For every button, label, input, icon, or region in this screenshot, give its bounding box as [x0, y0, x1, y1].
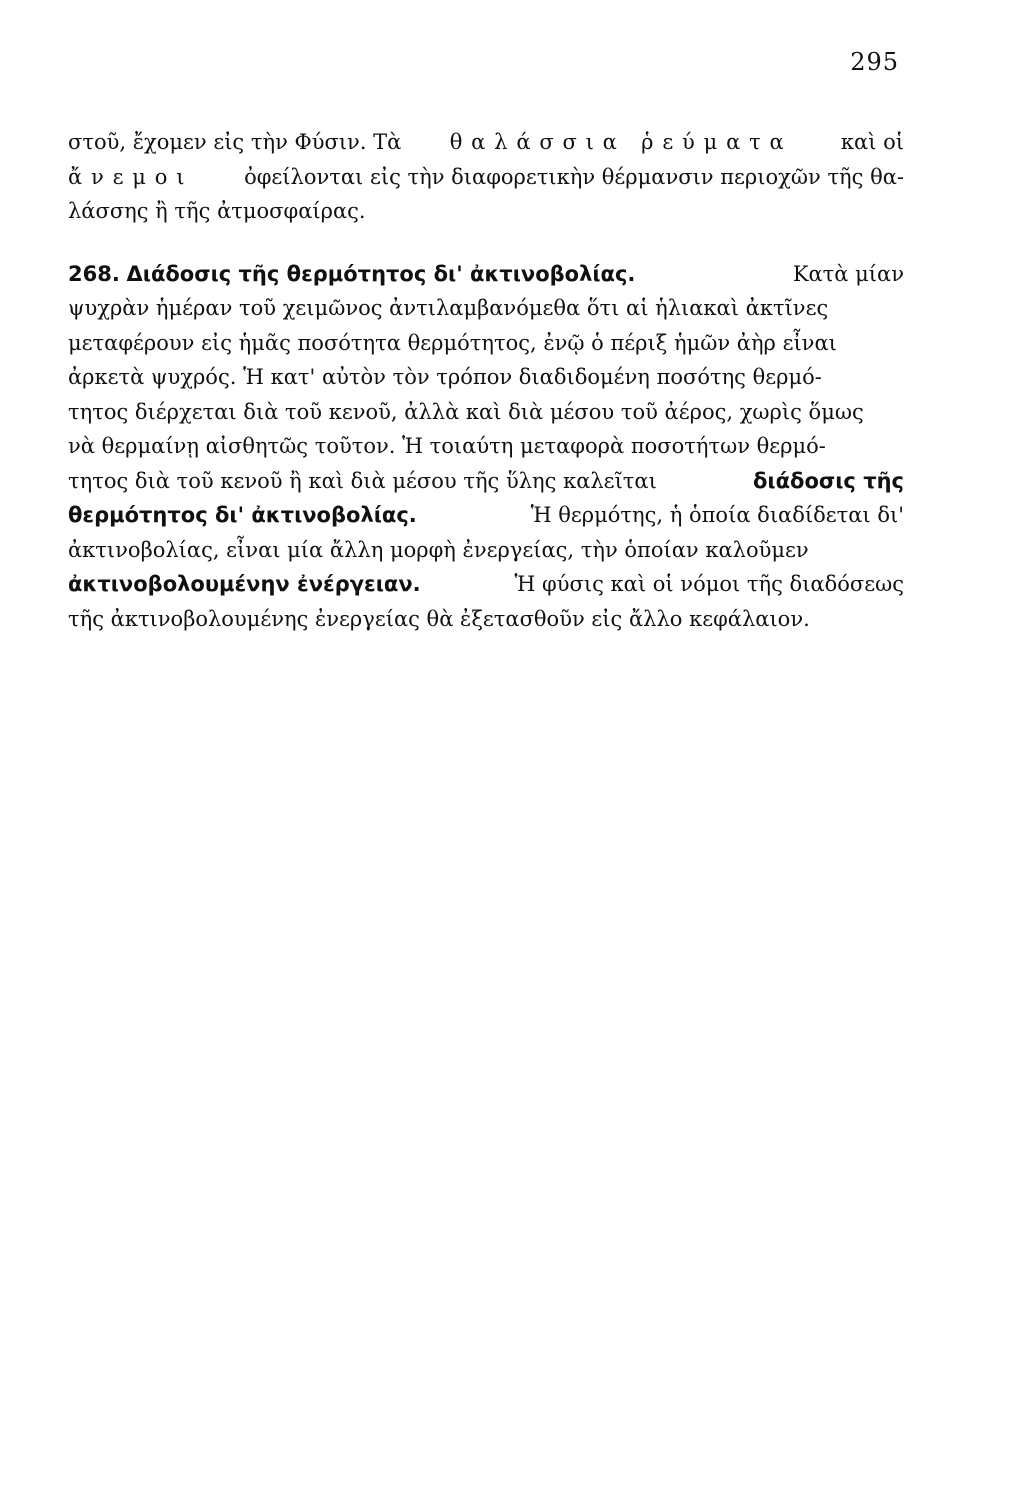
- text-segment: Ἡ θερμότης, ἡ ὁποία διαδίδεται δι': [524, 503, 904, 527]
- text-segment: ἀκτινοβολίας, εἶναι μία ἄλλη μορφὴ ἐνεργείας, τὴν ὁποίαν καλοῦμεν: [68, 537, 809, 562]
- page-number: 295: [850, 48, 899, 76]
- text-segment: Ἡ φύσις καὶ οἱ νόμοι τῆς διαδόσεως: [507, 572, 904, 596]
- text-segment: ἀρκετὰ ψυχρός. Ἡ κατ' αὐτὸν τὸν τρόπον διαδιδομένη ποσότης θερμό-: [68, 365, 822, 389]
- text-segment: Κατὰ μίαν: [786, 261, 904, 286]
- spaced-emphasis: ἄνεμοι: [68, 164, 194, 189]
- text-segment: λάσσης ἢ τῆς ἀτμοσφαίρας.: [68, 199, 366, 223]
- paragraph-line: [68, 360, 904, 395]
- paragraph-line: [68, 498, 904, 533]
- paragraph-line: [68, 160, 904, 195]
- section-number: 268.: [68, 261, 120, 286]
- text-segment: μεταφέρουν εἰς ἡμᾶς ποσότητα θερμότητος, ἐνῷ ὁ πέριξ ἡμῶν ἀὴρ εἶναι: [68, 330, 837, 355]
- paragraph-line: [68, 567, 904, 602]
- bold-term: διάδοσις τῆς: [753, 468, 904, 493]
- text-segment: ὀφείλονται εἰς τὴν διαφορετικὴν θέρμανσιν περιοχῶν τῆς θα-: [237, 164, 904, 189]
- text-segment: τητος διὰ τοῦ κενοῦ ἢ καὶ διὰ μέσου τῆς ὕλης καλεῖται: [68, 468, 664, 493]
- section-heading-line: [68, 257, 904, 292]
- text-segment: καὶ οἱ: [834, 130, 904, 154]
- text-segment: ψυχρὰν ἡμέραν τοῦ χειμῶνος ἀντιλαμβανόμεθα ὅτι αἱ ἡλιακαὶ ἀκτῖνες: [68, 296, 829, 320]
- text-segment: τητος διέρχεται διὰ τοῦ κενοῦ, ἀλλὰ καὶ διὰ μέσου τοῦ ἀέρος, χωρὶς ὅμως: [68, 399, 864, 424]
- bold-term: ἀκτινοβολουμένην ἐνέργειαν.: [68, 572, 421, 596]
- paragraph-line: [68, 194, 904, 229]
- section-title: Διάδοσις τῆς θερμότητος δι' ἀκτινοβολίας.: [126, 261, 636, 286]
- paragraph-line: [68, 464, 904, 499]
- body-text: [68, 125, 904, 636]
- text-segment: στοῦ, ἔχομεν εἰς τὴν Φύσιν. Τὰ: [68, 130, 409, 154]
- paragraph-line: [68, 602, 904, 637]
- paragraph-line: [68, 326, 904, 361]
- text-segment: τῆς ἀκτινοβολουμένης ἐνεργείας θὰ ἐξετασθοῦν εἰς ἄλλο κεφάλαιον.: [68, 606, 810, 631]
- text-segment: νὰ θερμαίνῃ αἰσθητῶς τοῦτον. Ἡ τοιαύτη μεταφορὰ ποσοτήτων θερμό-: [68, 434, 826, 458]
- paragraph-line: [68, 125, 904, 160]
- paragraph-line: [68, 395, 904, 430]
- spaced-emphasis: θαλάσσια ῥεύματα: [449, 130, 793, 154]
- section-heading: [68, 257, 635, 292]
- bold-term: θερμότητος δι' ἀκτινοβολίας.: [68, 503, 417, 527]
- paragraph-line: [68, 291, 904, 326]
- paragraph-line: [68, 429, 904, 464]
- paragraph-line: [68, 533, 904, 568]
